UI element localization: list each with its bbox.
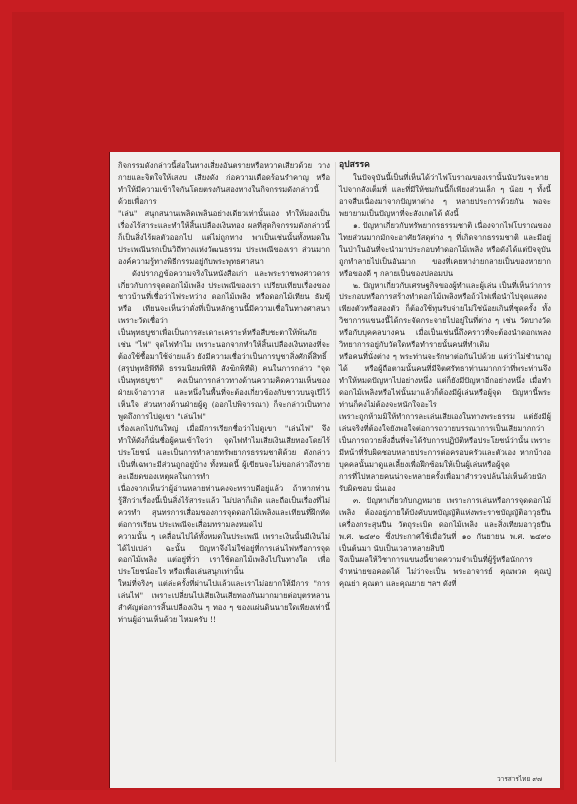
column-divider	[335, 162, 336, 762]
paragraph: ความนั้น ๆ เคลื่อนไปได้ทั้งหมดในประเพณี เพราะเงินนั้นมีเงินไม่ได้ไปเปล่า ฉะนั้น ปัญหาจึงไม่ใช่อยู่ที่การเล่นไฟหรือการจุดดอกไม้เพลิง แต่อยู่ที่ว่า เราใช้ดอกไม้เพลิงไปในทางใด เพื่อประโยชน์อะไร หรือเพื่อเล่นสนุกเท่านั้น	[118, 531, 330, 577]
paragraph: การที่ไปหลายคนน่าจะหลายครั้งเพื่อมาสำรวจปล้นไม่เห็นด้วยนัก รับผิดชอบ นั่นเอง	[339, 471, 547, 493]
paragraph: ในปัจจุบันนี้เป็นที่เห็นได้ว่าไฟโบราณของเรานั้นนับวันจะหายไปจากสังเต็มที่ และที่มีให้ชมกันนี้ก็เพียงส่วนเล็ก ๆ น้อย ๆ ทั้งนี้ อาจสืบเนื่องมาจากปัญหาต่าง ๆ หลายประการด้วยกัน พอจะพยายามเป็นปัญหาที่จะสังเกตได้ ดังนี้	[339, 172, 551, 218]
paragraph: ดังปรากฏข้อความจริงในหนังสือเก่า และพระราชพงศาวดาร เกี่ยวกับการจุดดอกไม้เพลิง ประเพณีของเรา เปรียบเทียบเรื่องของชาวบ้านที่เชื่อว่าไฟระหว่าง ดอกไม้เพลิง หรือดอกไม้เทียน ธัมฆีุ หรือ เทียนจะเห็นว่าดั่งที่เป็นหลักฐานนี้มีความเชื่อในทางศาสนา เพราะวัดเชื่อว่า	[118, 268, 330, 326]
document-page	[109, 152, 560, 788]
paragraph: เป็นพุทธบูชาเพื่อเป็นการสะเดาะเคราะห์หรือสืบชะตาให้พ้นภัย เช่น "ไฟ" จุดไฟทำไม เพราะนอกจากทำให้สิ้นเปลืองเงินทองที่จะต้องใช้ซื้อมาใช้จ่ายแล้ว ยังมีความเชื่อว่าเป็นการบูชาสิ่งศักดิ์สิทธิ์	[118, 328, 330, 362]
paragraph: กิจกรรมดังกล่าวนี้ส่อในทางเสี่ยงอันตรายหรือหวาดเสียวด้วย วางกายและจิตใจให้เสงบ เสียงดัง ก่อความเดือดร้อนรำคาญ หรือทำให้มีความเข้าใจกันโดยตรงกันสองทางในกิจกรรมดังกล่าวนี้ด้วยเพื่อการ	[118, 161, 330, 206]
left-column	[118, 160, 330, 626]
paragraph: "เล่น" สนุกสนานเพลิดเพลินอย่างเดียวเท่านั้นเอง ทำให้มองเป็นเรื่องไร้สาระและทำให้สิ้นเปลืองเงินทอง ผลที่สุดกิจกรรมดังกล่าวนี้ก็เป็นสิ่งไร้ผลตัวออกไป แต่ไม่ถูกทาง พาเป็นเช่นนั้นทั้งหมดในประเพณีนรกเป็นวิถีทางแห่งวัฒนธรรม ประเพณีของเรา ส่วนมากองค์ความรู้ทางพิธีกรรมอยู่กับพระพุทธศาสนา	[118, 208, 330, 266]
page-frame	[12, 12, 564, 790]
paragraph: ๑. ปัญหาเกี่ยวกับทรัพยากรธรรมชาติ เนื่องจากไฟโบราณของไทยส่วนมากมักจะอาศัยวัสดุต่าง ๆ ที่เกิดจากธรรมชาติ และมีอยู่ในป่าในอันที่จะนำมาประกอบทำดอกไม้เพลิง หรือดังได้แต่ปัจจุบันถูกทำลายไปเป็นอันมาก ของที่เคยหาง่ายกลายเป็นของหายาก หรือของดี ๆ กลายเป็นของปลอมปน	[339, 220, 551, 278]
paragraph: (สรุปพุทธิพีทีดิ ธรรมนิยมพิทีดิ สังฆิกพิทีดิ) คนในการกล่าว "จุดเป็นพุทธบูชา" คงเป็นการกล่าวทางด้านความคิดความเห็นของ ฝ่ายเจ้าอาวาส และหนึ่งในพื้นที่จะต้องเกี่ยวข้องกับชาวบนจูเปีไว้เห็นใจ ส่วนทางด้านฝ่ายผู้ดู (ออกไปพิจารณา) ก็จะกล่าวเป็นทางพูดถึงการไปดูเขา "เล่นไฟ"	[118, 364, 330, 422]
section-heading: อุปสรรค	[339, 160, 370, 170]
paragraph: หรือคนที่นั่งต่าง ๆ พระท่านจะรักษาต่อกันไปด้วย แต่ว่าไม่ชำนาญได้ หรือผู้ถือตามนั้นคนที่มีจิตศรัทธาท่านมากกว่าที่พระท่านจึงทำให้หมดปัญหาไปอย่างหนึ่ง แต่ก็ยังมีปัญหาอีกอย่างหนึ่ง เมื่อทำดอกไม้เพลิงหรือไฟนั้นมาแล้วก็ต้องมีผู้เล่นหรือผู้จุด ปัญหานี้พระท่านก็คงไม่ต้องจะหนักใจอะไร	[339, 352, 551, 410]
paragraph: ใหม่ที่จริงๆ แต่ล่ะครั้งที่ผ่านไปแล้วและเราไม่อยากให้มีการ "การเล่นไฟ" เพราะเปลี่ยนไปเสียเงินเสียทองกันมากมายต่อบุตรหลาน สำคัญต่อการสิ้นเปลืองเงิน ๆ ทอง ๆ ของแผ่นดินนายใดเพียงเท่านี้ ท่านผู้อ่านเห็นด้วย ไหมครับ !!	[118, 579, 330, 625]
paragraph: เพราะถูกห้ามมิให้ทำการละเล่นเสียเองในทางพระธรรม แต่ยังมีผู้เล่นจริงที่ต้องใจยังพอใจต่อการถวายบรรณาการเป็นเสียมากกว่าเป็นการถวายสิ่งอื่นที่จะได้รับการปฏิบัติหรือประโยชน์ว่านั้น เพราะมีหน้าที่รับผิดชอบหลายประการต่อครอบครัวและตัวเอง หากบ้างอบุคคลนั้นมาดูแลเลี้ยงเพื่อฝึกซ้อมให้เป็นผู้เล่นหรือผู้จุด	[339, 412, 551, 469]
paragraph: จึงเป็นผลให้วิชาการแขนงนี้ขาดความจำเป็นที่ผู้รู้หรือนักการจำหน่ายขอคอดได้ ไม่ว่าจะเป็น พระอาจารย์ คุณพวด คุณปู่ คุณย่า คุณตา และคุณยาย ฯลฯ ดังที่	[339, 555, 551, 589]
paragraph: ๓. ปัญหาเกี่ยวกับกฎหมาย เพราะการเล่นหรือการจุดดอกไม้เพลิง ต้องอยู่ภายใต้บังคับบทบัญญัติแห่งพระราชบัญญัติอาวุธปืนเครื่องกระสุนปืน วัตถุระเบิด ดอกไม้เพลิง และสิ่งเทียมอาวุธปืน พ.ศ. ๒๔๙๐ ซึ่งประกาศใช้เมื่อวันที่ ๑๐ กันยายน พ.ศ. ๒๔๙๐ เป็นต้นมา นับเป็นเวลาหลายสิบปี	[339, 495, 551, 553]
right-column	[339, 160, 551, 590]
page-footer: วารสารไทย ๙๗	[497, 775, 542, 783]
paragraph: เนื่องจากเห็นว่าผู้อ่านหลายท่านคงจะทราบดีอยู่แล้ว ถ้าหากท่านรู้สึกว่าเรื่องนี้เป็นสิ่งไร้สาระแล้ว ไม่ปลาก็เถิด และถือเป็นเรื่องที่ไม่ควรทำ สุนทรการเสื่อมของการจุดดอกไม้เพลิงและเทียนที่ฝึกหัดต่อการเรียน ประเพณีจะเสื่อมทรามลงหมดไป	[118, 483, 330, 529]
paragraph: เรื่องเลกไปกันใหญ่ เมื่อมีการเรียกชื่อว่าไปดูเขา "เล่นไฟ" จึงทำให้ดังก็นั่นชื่อผู้คนเข้าใจว่า จุดไฟทำไมเสียเงินเสียทองโดยไร้ประโยชน์ และเป็นการทำลายทรัพยากรธรรมชาติด้วย ดังกล่าวเป็นที่เฉพาะมีส่วนถูกอยู่บ้าง ทั้งหมดนี้ ผู้เขียนจะไม่ขอกล่าวถึงรายละเอียดของเหตุผลในการทำ	[118, 423, 330, 481]
paragraph: ๒. ปัญหาเกี่ยวกับเศรษฐกิจของผู้ทำและผู้เล่น เป็นที่เห็นว่าการประกอบหรือการสร้างทำดอกไม้เพลิงหรือถ้วไฟเพื่อนำไปจุดแสดงเพียงตัวหรือสองตัว ก็ต้องใช้ทุนรับจ่ายไม่ใช่น้อยเกินที่ชุดครั้ง ทั้งวิชาการแขนงนี้ได้กระจัดกระจายไปอยู่ในที่ต่าง ๆ เช่น วัดบางวัด หรือกับบุคคลบางคน เมื่อเป็นเช่นนี้ถึงคราวที่จะต้องนำดอกเพลง วิทยาการอยู่กับวัดใดหรือทำรายนั้นคนที่ทำเดิม	[339, 280, 551, 350]
